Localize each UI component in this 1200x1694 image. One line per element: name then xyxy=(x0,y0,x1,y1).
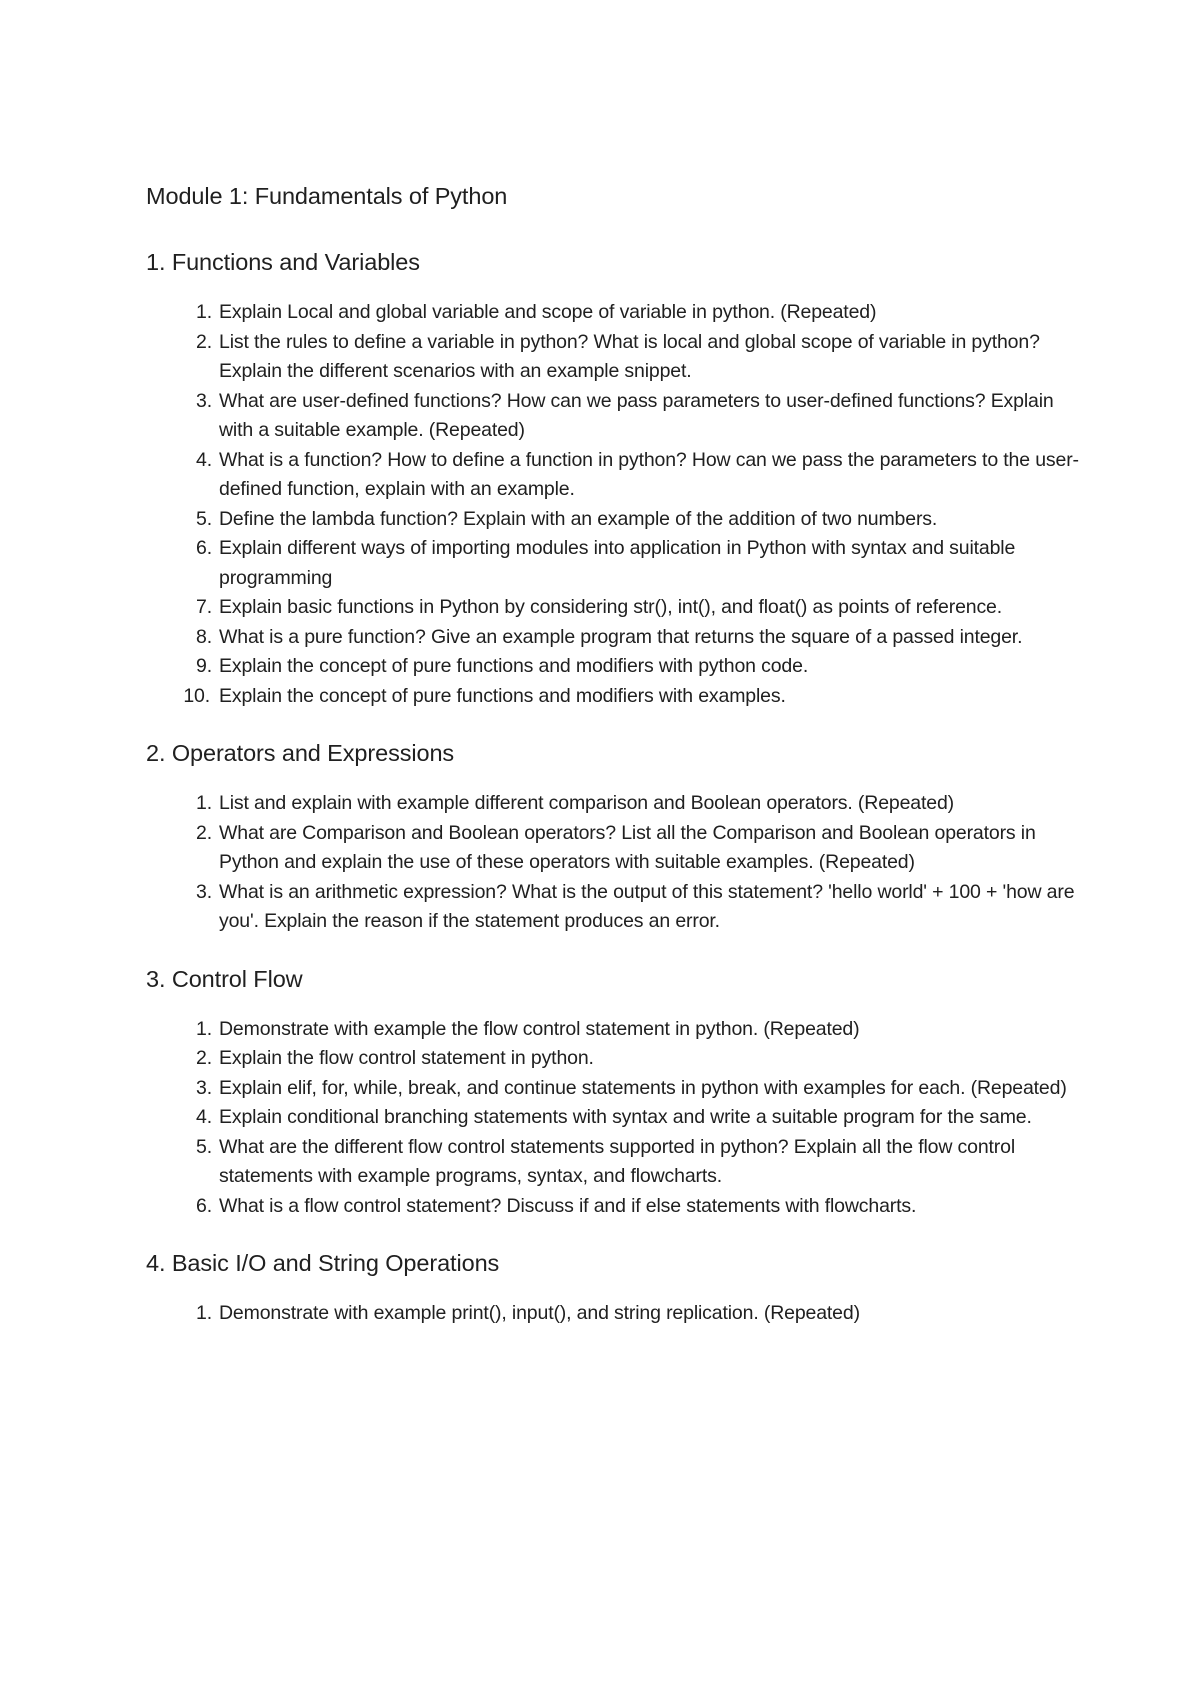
question-number: 1. xyxy=(196,792,212,814)
question-list-control-flow xyxy=(146,1015,1080,1222)
question-text: Explain different ways of importing modules into application in Python with syntax and suitable programming xyxy=(219,537,1016,589)
list-item xyxy=(146,446,1080,505)
question-number: 6. xyxy=(196,537,212,559)
list-item xyxy=(146,298,1080,328)
list-item xyxy=(146,593,1080,623)
question-text: Explain the concept of pure functions and modifiers with python code. xyxy=(219,655,809,677)
question-number: 9. xyxy=(196,655,212,677)
question-number: 5. xyxy=(196,507,212,530)
list-item xyxy=(146,878,1080,937)
list-item xyxy=(146,387,1080,446)
question-number: 2. xyxy=(196,330,212,353)
question-text: Define the lambda function? Explain with an example of the addition of two numbers. xyxy=(219,507,938,530)
question-number: 3. xyxy=(196,880,212,903)
list-item xyxy=(146,652,1080,682)
question-text: Demonstrate with example print(), input(), and string replication. (Repeated) xyxy=(219,1302,860,1324)
question-text: Demonstrate with example the flow control statement in python. (Repeated) xyxy=(219,1017,860,1040)
question-number: 1. xyxy=(196,1302,212,1324)
section-heading-operators-expressions: 2. Operators and Expressions xyxy=(146,740,455,766)
question-text: Explain the concept of pure functions and modifiers with examples. xyxy=(219,684,786,707)
list-item xyxy=(146,534,1080,593)
list-item xyxy=(146,1133,1080,1192)
question-list-basic-io-strings xyxy=(146,1299,1080,1329)
question-text: Explain elif, for, while, break, and continue statements in python with examples for each. (Repeated) xyxy=(219,1076,1067,1099)
question-text: What are the different flow control statements supported in python? Explain all the flow control statements with example programs, syntax, and flowcharts. xyxy=(219,1135,1016,1187)
question-number: 6. xyxy=(196,1194,212,1217)
list-item xyxy=(146,1299,1080,1329)
list-item xyxy=(146,505,1080,535)
question-number: 2. xyxy=(196,1047,212,1069)
list-item xyxy=(146,328,1080,387)
question-text: Explain the flow control statement in python. xyxy=(219,1047,594,1069)
question-number: 4. xyxy=(196,448,212,471)
question-text: Explain basic functions in Python by considering str(), int(), and float() as points of reference. xyxy=(219,596,1003,618)
list-item xyxy=(146,1044,1080,1074)
question-number: 1. xyxy=(196,301,212,323)
list-item xyxy=(146,789,1080,819)
section-heading-control-flow: 3. Control Flow xyxy=(146,965,303,992)
question-number: 8. xyxy=(196,625,212,648)
question-text: List the rules to define a variable in python? What is local and global scope of variable in python? Explain the different scenarios with an example snippet. xyxy=(219,330,1040,382)
list-item xyxy=(146,1015,1080,1045)
list-item xyxy=(146,1103,1080,1133)
document-title: Module 1: Fundamentals of Python xyxy=(146,183,508,209)
question-number: 4. xyxy=(196,1106,212,1128)
question-list-operators-expressions xyxy=(146,789,1080,937)
question-text: What is a function? How to define a function in python? How can we pass the parameters to the user-defined function, explain with an example. xyxy=(219,448,1079,500)
question-text: Explain conditional branching statements with syntax and write a suitable program for the same. xyxy=(219,1106,1032,1128)
list-item xyxy=(146,1074,1080,1104)
list-item xyxy=(146,819,1080,878)
question-number: 2. xyxy=(196,821,212,844)
question-text: List and explain with example different comparison and Boolean operators. (Repeated) xyxy=(219,792,954,814)
question-list-functions-variables xyxy=(146,298,1080,711)
question-text: What is a pure function? Give an example program that returns the square of a passed integer. xyxy=(219,625,1023,648)
list-item xyxy=(146,623,1080,653)
question-number: 3. xyxy=(196,389,212,412)
question-text: What is a flow control statement? Discuss if and if else statements with flowcharts. xyxy=(219,1194,917,1217)
question-text: What are Comparison and Boolean operators? List all the Comparison and Boolean operators in Python and explain the use of these operators with suitable examples. (Repeated) xyxy=(219,821,1036,873)
list-item xyxy=(146,1192,1080,1222)
section-heading-basic-io-strings: 4. Basic I/O and String Operations xyxy=(146,1250,500,1276)
question-text: What is an arithmetic expression? What is the output of this statement? 'hello world' + 100 + 'how are you'. Explain the reason if the statement produces an error. xyxy=(219,880,1075,932)
question-number: 3. xyxy=(196,1076,212,1099)
section-heading-functions-variables: 1. Functions and Variables xyxy=(146,249,420,275)
question-number: 5. xyxy=(196,1135,212,1158)
question-text: Explain Local and global variable and scope of variable in python. (Repeated) xyxy=(219,301,877,323)
question-number: 7. xyxy=(196,596,212,618)
question-number: 10. xyxy=(183,684,210,707)
list-item xyxy=(146,682,1080,712)
question-number: 1. xyxy=(196,1017,212,1040)
question-text: What are user-defined functions? How can we pass parameters to user-defined functions? Explain with a suitable example. (Repeated) xyxy=(219,389,1054,441)
